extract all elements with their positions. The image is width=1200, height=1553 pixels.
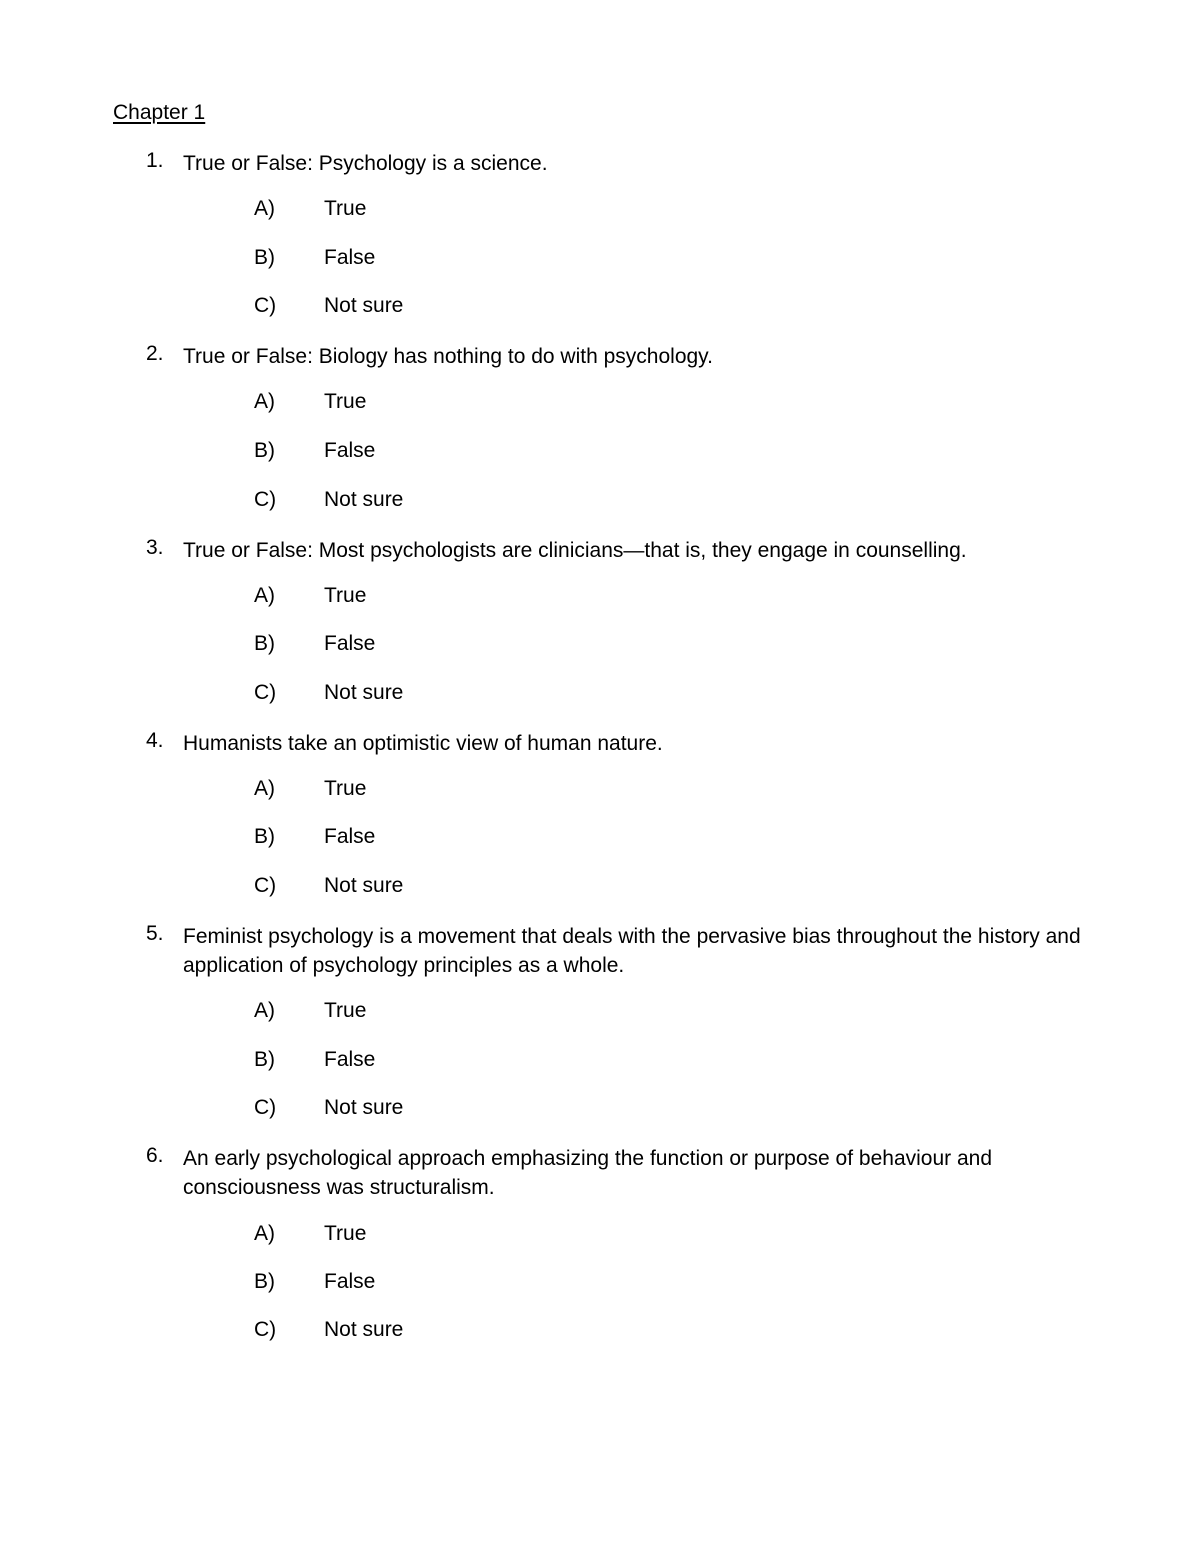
option-label: False [324,1048,376,1071]
question-text: Feminist psychology is a movement that deals with the pervasive bias throughout the history and application of psychology principles as a whole. [183,925,1081,977]
chapter-heading: Chapter 1 [113,101,206,124]
option-c [0,874,1200,903]
option-a [0,584,1200,613]
option-label: True [324,390,367,413]
option-c [0,488,1200,517]
option-letter: C) [254,488,277,511]
option-label: Not sure [324,1096,404,1119]
option-letter: B) [254,632,275,655]
option-label: Not sure [324,874,404,897]
question-text: True or False: Most psychologists are clinicians—that is, they engage in counselling. [183,539,967,562]
option-label: True [324,197,367,220]
option-letter: C) [254,1096,277,1119]
option-a [0,390,1200,419]
option-letter: B) [254,439,275,462]
option-b [0,246,1200,275]
question-text: An early psychological approach emphasizing the function or purpose of behaviour and consciousness was structuralism. [183,1147,993,1199]
question-number: 1. [146,149,164,172]
option-label: False [324,439,376,462]
question-number: 2. [146,342,164,365]
option-b [0,1048,1200,1077]
option-letter: A) [254,1222,275,1245]
option-letter: B) [254,1270,275,1293]
option-label: Not sure [324,294,404,317]
question-text: Humanists take an optimistic view of human nature. [183,732,663,755]
option-a [0,999,1200,1028]
option-letter: A) [254,197,275,220]
option-b [0,632,1200,661]
option-letter: A) [254,777,275,800]
option-a [0,197,1200,226]
option-label: Not sure [324,488,404,511]
option-letter: C) [254,874,277,897]
option-label: Not sure [324,1318,404,1341]
question-number: 5. [146,922,164,945]
option-label: False [324,825,376,848]
option-letter: C) [254,1318,277,1341]
option-label: False [324,632,376,655]
option-a [0,1222,1200,1251]
option-label: False [324,1270,376,1293]
option-label: Not sure [324,681,404,704]
option-letter: C) [254,294,277,317]
option-b [0,825,1200,854]
option-b [0,1270,1200,1299]
option-a [0,777,1200,806]
question-number: 6. [146,1144,164,1167]
option-c [0,681,1200,710]
option-label: True [324,584,367,607]
option-letter: B) [254,825,275,848]
option-label: True [324,777,367,800]
question-number: 4. [146,729,164,752]
option-letter: A) [254,584,275,607]
option-c [0,1096,1200,1125]
option-label: True [324,1222,367,1245]
option-c [0,1318,1200,1347]
question-text: True or False: Biology has nothing to do with psychology. [183,345,713,368]
option-letter: B) [254,1048,275,1071]
option-label: True [324,999,367,1022]
option-letter: A) [254,390,275,413]
option-b [0,439,1200,468]
option-letter: C) [254,681,277,704]
option-label: False [324,246,376,269]
question-text: True or False: Psychology is a science. [183,152,548,175]
option-letter: A) [254,999,275,1022]
option-letter: B) [254,246,275,269]
question-number: 3. [146,536,164,559]
option-c [0,294,1200,323]
